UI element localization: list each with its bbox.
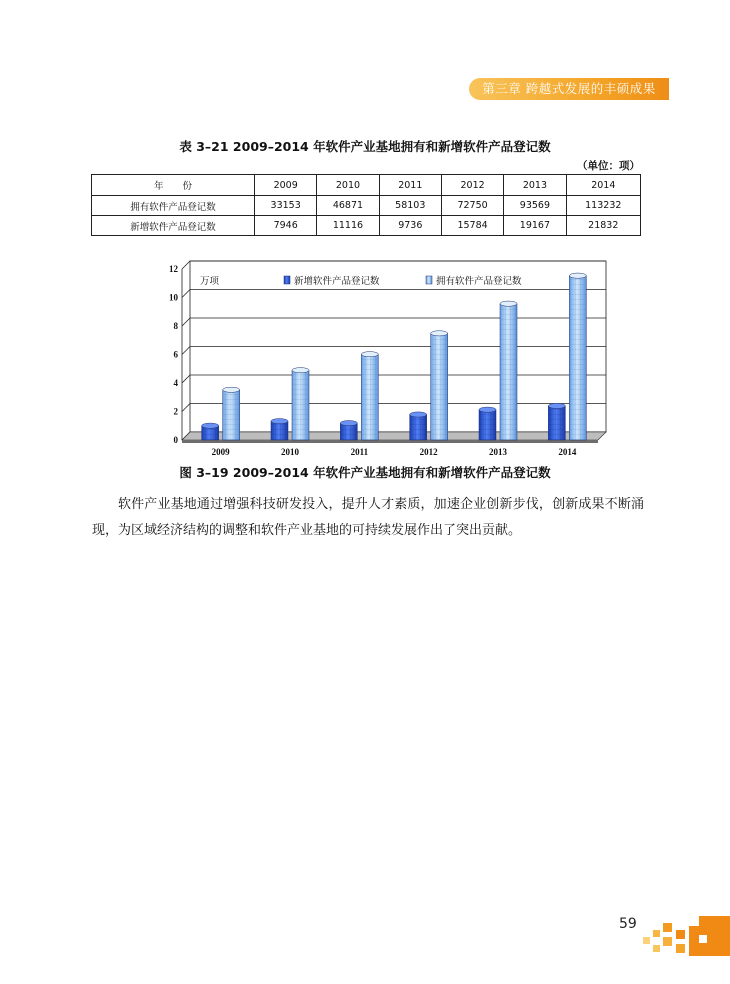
chapter-title-tab: 第三章 跨越式发展的丰硕成果 [469,78,669,100]
bar-texture [548,406,565,440]
bar-cap [292,368,309,373]
deco-block [689,916,730,956]
x-tick-label: 2013 [489,447,507,457]
legend-label: 拥有软件产品登记数 [436,276,522,287]
table-row [92,216,641,236]
bar-chart [160,259,610,459]
gridline-side [182,261,190,269]
body-paragraph: 软件产业基地通过增强科技研发投入，提升人才素质，加速企业创新步伐，创新成果不断涌现，为区域经济结构的调整和软件产业基地的可持续发展作出了突出贡献。 [92,497,644,538]
table-cell: 72750 [441,196,503,216]
x-tick-label: 2011 [350,447,369,457]
gridline-side [182,347,190,355]
y-tick-label: 10 [169,292,178,303]
bar-cap [271,419,288,424]
deco-square [643,937,650,944]
bar-texture [223,390,240,440]
table-cell: 46871 [317,196,379,216]
bar-texture [500,304,517,440]
table-cell: 58103 [379,196,441,216]
table-row-label: 新增软件产品登记数 [92,216,255,236]
bar-cap [361,352,378,357]
bar-texture [410,415,427,440]
deco-square [676,930,685,939]
table-cell: 11116 [317,216,379,236]
table-header-row [92,175,641,196]
legend-swatch [284,276,290,284]
deco-square [663,937,672,946]
bar-cap [548,403,565,408]
bar-texture [479,410,496,440]
table-cell: 19167 [504,216,566,236]
table-unit-note: （单位：项） [577,160,640,172]
table-cell: 15784 [441,216,503,236]
table-row [92,196,641,216]
legend-label: 新增软件产品登记数 [294,276,380,287]
y-tick-label: 0 [173,435,178,445]
table-title: 表 3–21 2009–2014 年软件产业基地拥有和新增软件产品登记数 [179,139,551,154]
bar-cap [340,421,357,426]
figure-caption: 图 3–19 2009–2014 年软件产业基地拥有和新增软件产品登记数 [179,465,551,480]
y-tick-label: 12 [169,264,178,274]
table-header-year: 2012 [441,175,503,196]
registration-table [91,174,641,236]
bar-chart-svg [160,259,610,459]
table-header-label: 年 份 [92,175,255,196]
bar-cap [500,301,517,306]
bar-texture [361,354,378,440]
table-header-year: 2011 [379,175,441,196]
x-tick-label: 2009 [211,447,230,457]
table-header-year: 2013 [504,175,566,196]
table-cell: 33153 [255,196,317,216]
deco-square [676,944,685,953]
gridline-side [182,290,190,298]
bar-texture [431,333,448,440]
bar-cap [569,273,586,278]
table-cell: 93569 [504,196,566,216]
chart-unit-label: 万项 [200,276,220,287]
bar-texture [292,370,309,440]
chart-floor-edge [182,440,598,443]
deco-square [653,945,660,952]
deco-notch [689,916,699,926]
table-header-year: 2010 [317,175,379,196]
gridline-side [182,404,190,412]
deco-square [663,923,672,932]
bar-texture [569,276,586,440]
table-header-year: 2009 [255,175,317,196]
gridline-side [182,375,190,383]
y-tick-label: 8 [173,321,178,331]
gridline-side [182,318,190,326]
y-tick-label: 4 [173,378,178,388]
bar-cap [223,387,240,392]
chart-floor [182,432,606,440]
bar-cap [431,331,448,336]
y-tick-label: 6 [173,349,178,360]
table-cell: 9736 [379,216,441,236]
deco-square [653,930,660,937]
deco-notch [699,935,707,943]
bar-cap [410,412,427,417]
bar-cap [479,407,496,412]
table-cell: 7946 [255,216,317,236]
page-number: 59 [619,916,637,932]
y-tick-label: 2 [173,406,178,417]
table-cell: 21832 [566,216,640,236]
x-tick-label: 2014 [558,447,577,457]
x-tick-label: 2012 [419,447,438,457]
legend-swatch [426,276,432,284]
x-tick-label: 2010 [281,447,299,457]
table-cell: 113232 [566,196,640,216]
table-header-year: 2014 [566,175,640,196]
table-row-label: 拥有软件产品登记数 [92,196,255,216]
bar-cap [202,423,219,428]
